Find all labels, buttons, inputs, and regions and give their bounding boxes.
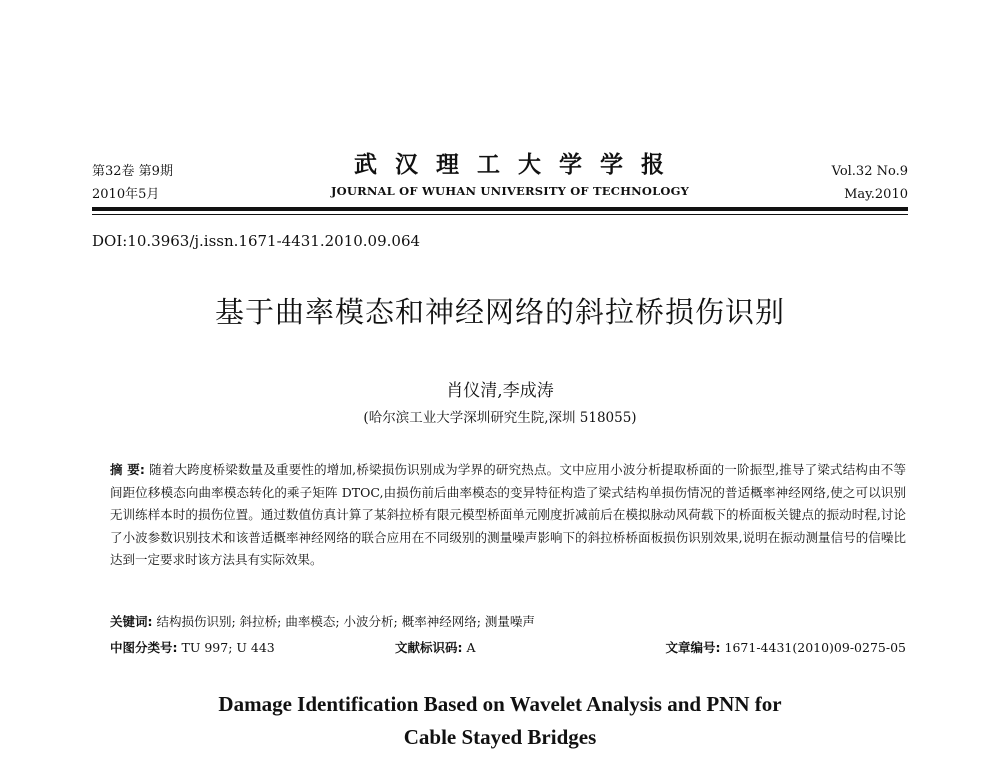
- article-number: [666, 638, 906, 656]
- classification-line: [110, 638, 906, 656]
- keywords: [110, 612, 906, 630]
- paper-title-en-line1: Damage Identification Based on Wavelet Analysis and PNN for: [218, 692, 782, 716]
- header-rule-thin: [92, 214, 908, 215]
- publication-date-cn: 2010年5月: [92, 187, 160, 202]
- abstract: [110, 459, 906, 572]
- article-number-value: 1671-4431(2010)09-0275-05: [724, 640, 906, 655]
- journal-volume-info-en: [832, 160, 908, 206]
- doc-code-value: A: [466, 640, 476, 655]
- header-rule-thick: [92, 207, 908, 211]
- keywords-text: 结构损伤识别; 斜拉桥; 曲率模态; 小波分析; 概率神经网络; 测量噪声: [156, 614, 535, 629]
- doc-code-label: 文献标识码:: [395, 640, 463, 655]
- article-number-label: 文章编号:: [665, 640, 721, 655]
- abstract-label: 摘 要:: [110, 462, 145, 477]
- affiliation: (哈尔滨工业大学深圳研究生院,深圳 518055): [363, 410, 637, 426]
- journal-title-cn: 武汉理工大学学报: [354, 151, 682, 178]
- volume-number-en: Vol.32 No.9: [831, 164, 908, 179]
- clc-value: TU 997; U 443: [181, 640, 275, 655]
- journal-masthead: [300, 150, 720, 198]
- volume-issue: 第32卷 第9期: [92, 164, 173, 179]
- clc-label: 中图分类号:: [110, 640, 178, 655]
- keywords-label: 关键词:: [110, 614, 153, 629]
- authors: 肖仪清,李成涛: [446, 381, 554, 401]
- paper-title-en-line2: Cable Stayed Bridges: [403, 725, 597, 749]
- document-code: [395, 638, 476, 656]
- publication-date-en: May.2010: [844, 187, 908, 202]
- journal-title-en: JOURNAL OF WUHAN UNIVERSITY OF TECHNOLOGY: [330, 184, 689, 198]
- journal-volume-info: [92, 160, 173, 206]
- paper-title-cn: 基于曲率模态和神经网络的斜拉桥损伤识别: [214, 295, 785, 329]
- paper-title-en: [0, 688, 1000, 754]
- doi: DOI:10.3963/j.issn.1671-4431.2010.09.064: [92, 232, 421, 250]
- abstract-text: 随着大跨度桥梁数量及重要性的增加,桥梁损伤识别成为学界的研究热点。文中应用小波分析提取桥面的一阶振型,推导了梁式结构由不等间距位移模态向曲率模态转化的乘子矩阵 DTOC,由损伤前后曲率模态的变异特征构造了梁式结构单损伤情况的普适概率神经网络,使之可以识别无训练样本时的损伤位置。通过数值仿真计算了某斜拉桥有限元模型桥面单元刚度折减前后在模拟脉动风荷载下的桥面板关键点的振动时程,讨论了小波参数识别技术和该普适概率神经网络的联合应用在不同级别的测量噪声影响下的斜拉桥桥面板损伤识别效果,说明在振动测量信号的信噪比达到一定要求时该方法具有实际效果。: [110, 462, 906, 568]
